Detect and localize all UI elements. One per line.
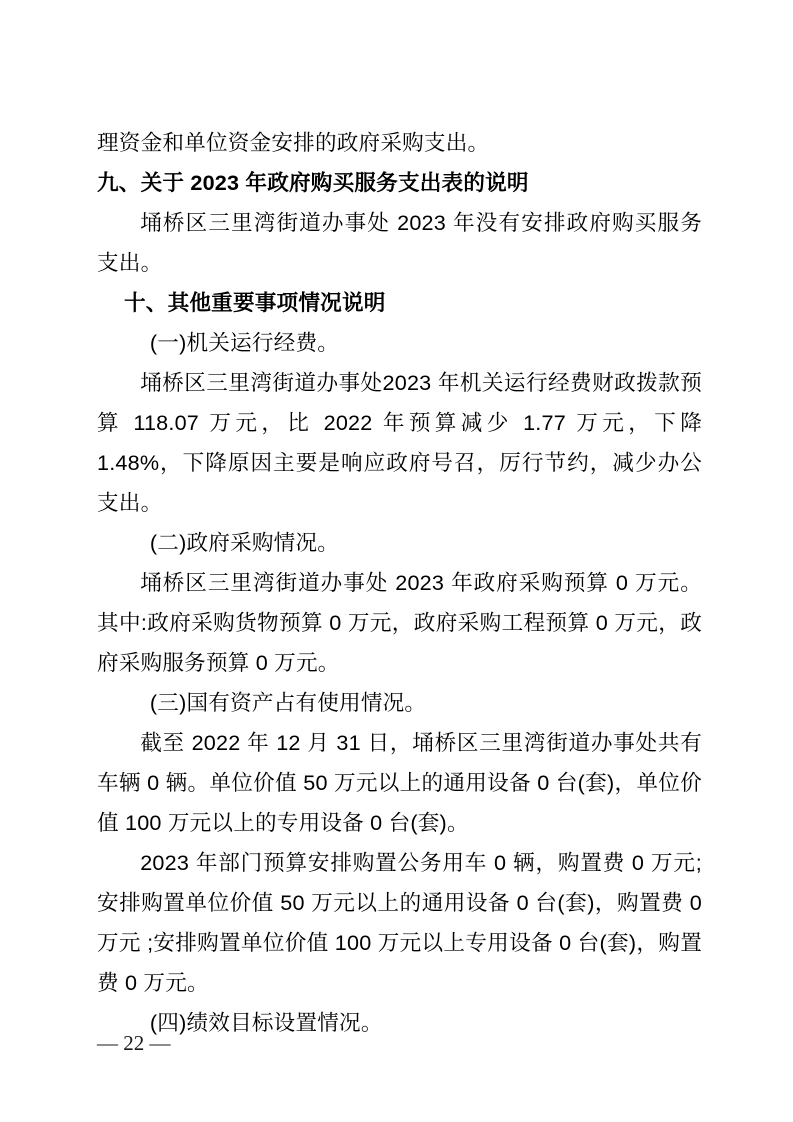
label-subsection-3: (三)国有资产占有使用情况。 <box>149 690 427 715</box>
paragraph-service-purchase: 埇桥区三里湾街道办事处 2023 年没有安排政府购买服务支出。 <box>97 210 702 275</box>
label-subsection-4: (四)绩效目标设置情况。 <box>149 1010 383 1035</box>
label-subsection-2: (二)政府采购情况。 <box>149 530 340 555</box>
paragraph-state-assets: 截至 2022 年 12 月 31 日，埇桥区三里湾街道办事处共有车辆 0 辆。单位价值 50 万元以上的通用设备 0 台(套)，单位价值 100 万元以上的专用设备 0 台(套)。 <box>97 730 702 835</box>
heading-section-10: 十、其他重要事项情况说明 <box>124 290 386 315</box>
paragraph-gov-procurement: 埇桥区三里湾街道办事处 2023 年政府采购预算 0 万元。其中:政府采购货物预算 0 万元，政府采购工程预算 0 万元，政府采购服务预算 0 万元。 <box>97 570 702 675</box>
page-footer <box>97 1029 171 1057</box>
paragraph-vehicle-equipment-budget: 2023 年部门预算安排购置公务用车 0 辆，购置费 0 万元;安排购置单位价值 50 万元以上的通用设备 0 台(套)，购置费 0 万元 ;安排购置单位价值 100 万元以上专用设备 0 台(套)，购置费 0 万元。 <box>97 850 702 995</box>
label-subsection-1: (一)机关运行经费。 <box>149 330 340 355</box>
document-body <box>97 123 702 1043</box>
paragraph-continuation: 理资金和单位资金安排的政府采购支出。 <box>97 130 490 155</box>
heading-section-9: 九、关于 2023 年政府购买服务支出表的说明 <box>97 170 529 195</box>
page-number: — 22 — <box>97 1031 171 1055</box>
paragraph-operating-expense: 埇桥区三里湾街道办事处2023 年机关运行经费财政拨款预算 118.07 万元，比 2022 年预算减少 1.77 万元，下降 1.48%，下降原因主要是响应政府号召，厉行节约，减少办公支出。 <box>97 370 702 515</box>
